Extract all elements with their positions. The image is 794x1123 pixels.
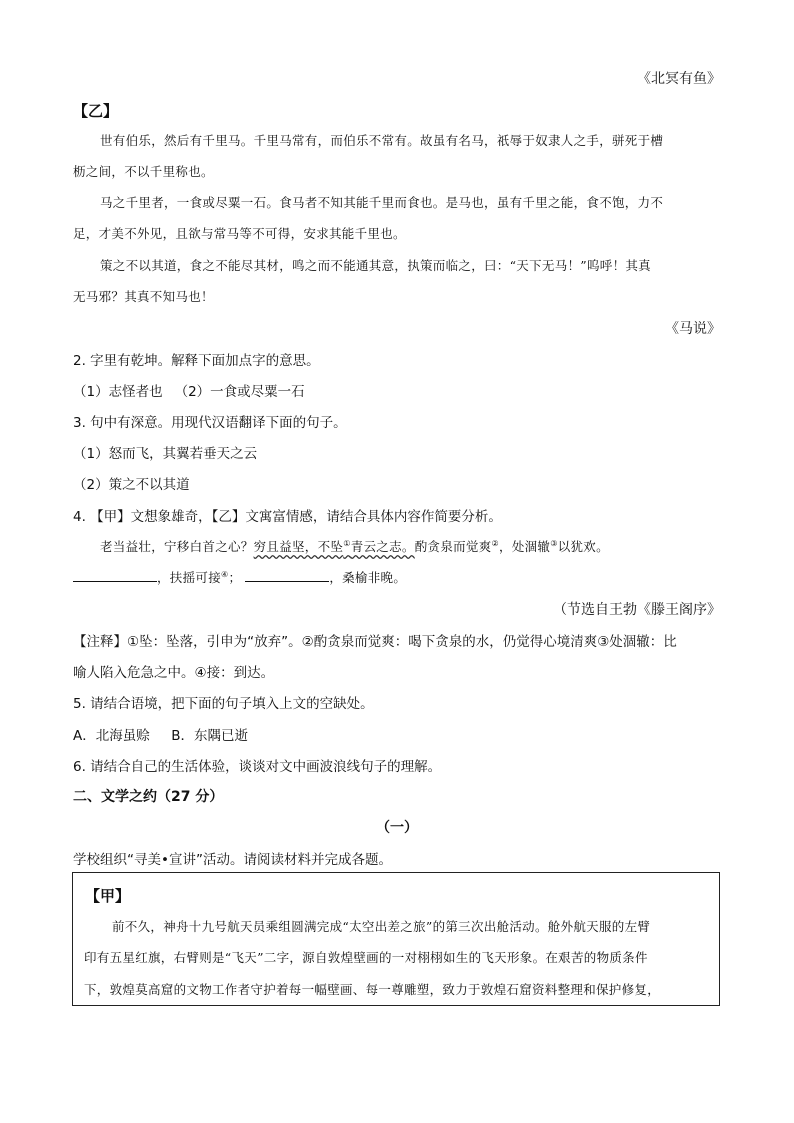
tengwang-line-1: [100, 537, 609, 555]
passage-yi-line-3: 马之千里者，一食或尽粟一石。食马者不知其能千里而食也。是马也，虽有千里之能，食不饱，力不: [100, 195, 664, 210]
note-marker-4: ④: [221, 569, 229, 579]
passage-yi-line-2: 枥之间，不以千里称也。: [73, 164, 214, 179]
box-label: 【甲】: [85, 887, 131, 905]
question-2-items: [73, 380, 305, 400]
question-4-stem: 4. 【甲】文想象雄奇，【乙】文寓富情感，请结合具体内容作简要分析。: [73, 509, 502, 525]
passage-yi-line-4: 足，才美不外见，且欲与常马等不可得，安求其能千里也。: [73, 226, 406, 241]
passage-yi-line-5: 策之不以其道，食之不能尽其材，鸣之而不能通其意，执策而临之，曰：“天下无马！”呜呼！其真: [100, 258, 651, 273]
box-line-3: 下，敦煌莫高窟的文物工作者守护着每一幅壁画、每一尊雕塑，致力于敦煌石窟资料整理和保护修复，: [84, 982, 661, 997]
tengwang-text-f: ；: [228, 570, 242, 585]
note-marker-1: ①: [343, 538, 351, 548]
box-line-2: 印有五星红旗，右臂则是“飞天”二字，源自敦煌壁画的一对栩栩如生的飞天形象。在艰苦的物质条件: [84, 950, 648, 965]
wavy-part-2: 青云之志。: [350, 539, 415, 554]
section-2-subtitle: （一）: [376, 820, 418, 836]
source-tengwang: （节选自王勃《滕王阁序》: [553, 602, 721, 618]
section-2-title: 二、文学之约（27 分）: [73, 789, 224, 805]
blank-1[interactable]: [73, 569, 157, 582]
question-2-stem: 2. 字里有乾坤。解释下面加点字的意思。: [73, 353, 320, 369]
note-marker-3: ③: [550, 538, 558, 548]
question-6-stem: 6. 请结合自己的生活体验，谈谈对文中画波浪线句子的理解。: [73, 759, 442, 775]
question-5-stem: 5. 请结合语境，把下面的句子填入上文的空缺处。: [73, 696, 374, 712]
tengwang-text-b: 酌贪泉而觉爽: [414, 539, 492, 554]
question-3-stem: 3. 句中有深意。用现代汉语翻译下面的句子。: [73, 415, 347, 431]
passage-yi-line-6: 无马邪？其真不知马也！: [73, 289, 214, 304]
note-marker-2: ②: [491, 538, 500, 548]
wavy-part-1: 穷且益坚，不坠: [253, 539, 344, 554]
tengwang-text-e: ，扶摇可接: [157, 570, 222, 585]
notes-line-2: 喻人陷入危急之中。④接：到达。: [73, 665, 275, 681]
tengwang-text-a: 老当益壮，宁移白首之心？: [100, 539, 254, 554]
question-2-item-2: （2）一食或尽粟一石: [174, 384, 305, 400]
blank-2[interactable]: [245, 569, 329, 582]
question-5-options: A．北海虽赊 B．东隅已逝: [73, 728, 248, 744]
passage-yi-line-1: 世有伯乐，然后有千里马。千里马常有，而伯乐不常有。故虽有名马，祇辱于奴隶人之手，骈死于槽: [100, 133, 664, 148]
wavy-sentence: [254, 539, 415, 554]
passage-yi-label: 【乙】: [73, 102, 119, 120]
box-line-1: 前不久，神舟十九号航天员乘组圆满完成“太空出差之旅”的第三次出舱活动。舱外航天服的左臂: [112, 919, 651, 934]
question-3-item-1: （1）怒而飞，其翼若垂天之云: [73, 446, 258, 462]
tengwang-line-2: [73, 568, 406, 586]
tengwang-text-d: 以犹欢。: [557, 539, 609, 554]
question-2-item-1: （1）志怪者也: [73, 384, 163, 400]
question-3-item-2: （2）策之不以其道: [73, 477, 190, 493]
tengwang-text-g: ，桑榆非晚。: [329, 570, 407, 585]
tengwang-text-c: ，处涸辙: [499, 539, 551, 554]
section-2-intro: 学校组织“寻美•宣讲”活动。请阅读材料并完成各题。: [73, 852, 392, 868]
notes-line-1: 【注释】①坠：坠落，引申为“放弃”。②酌贪泉而觉爽：喝下贪泉的水，仍觉得心境清爽③处涸辙：比: [73, 634, 677, 650]
source-mashuo: 《马说》: [665, 321, 721, 337]
source-beiming: 《北冥有鱼》: [637, 71, 721, 87]
